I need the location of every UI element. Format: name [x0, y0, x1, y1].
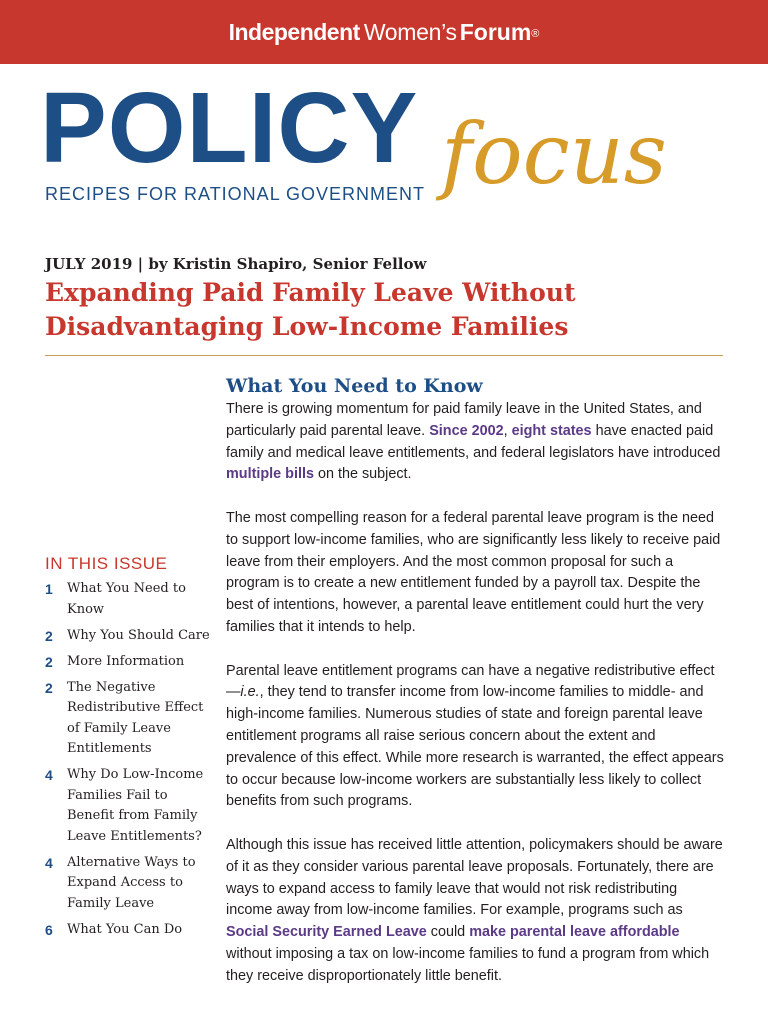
toc-item[interactable] — [45, 579, 210, 620]
text-run-italic: i.e. — [240, 684, 260, 701]
article-dateline: JULY 2019 | by Kristin Shapiro, Senior Fellow — [45, 255, 427, 273]
brand-forum: Forum — [459, 19, 532, 45]
brand-independent: Independent — [228, 19, 360, 45]
brand-logo[interactable] — [0, 18, 768, 46]
text-run: , they tend to transfer income from low-income families to middle- and high-income families. Numerous studies of state and foreign parental leave entitlement programs all raise serious concern about the extent and prevalence of this effect. While more research is warranted, the effect appears to occur because low-income workers are substantially less likely to collect benefits from such programs. — [226, 684, 724, 810]
link-make-parental-leave-affordable[interactable]: make parental leave affordable — [469, 924, 680, 941]
link-since-2002[interactable]: Since 2002 — [429, 422, 504, 439]
toc-label: What You Need to Know — [67, 581, 186, 617]
paragraph-1 — [226, 399, 724, 486]
toc-page-number: 2 — [45, 679, 53, 696]
toc-item[interactable] — [45, 853, 210, 915]
link-eight-states[interactable]: eight states — [511, 422, 592, 439]
toc-label: Why Do Low-Income Families Fail to Benefit from Family Leave Entitlements? — [67, 767, 204, 844]
article-body — [226, 399, 724, 1009]
text-run: Although this issue has received little attention, policymakers should be aware of it as they consider various parental leave proposals. Fortunately, there are ways to expand access to family leave that would not risk redistributing income away from low-income families. For example, programs such as — [226, 836, 723, 919]
section-heading: What You Need to Know — [226, 375, 483, 397]
text-run: There is growing momentum for paid family leave in the United States, and particularly paid parental leave. — [226, 401, 702, 439]
masthead-policy: POLICY — [40, 72, 419, 184]
toc-label: The Negative Redistributive Effect of Family Leave Entitlements — [67, 679, 204, 756]
text-run: without imposing a tax on low-income families to fund a program from which they receive disproportionately little benefit. — [226, 945, 710, 984]
toc-item[interactable] — [45, 920, 210, 941]
link-multiple-bills[interactable]: multiple bills — [226, 466, 314, 483]
text-run: have enacted paid family and medical leave entitlements, and federal legislators have introduced — [226, 422, 721, 461]
toc-page-number: 4 — [45, 854, 53, 871]
text-run: on the subject. — [313, 466, 412, 483]
toc-page-number: 6 — [45, 921, 53, 938]
table-of-contents — [45, 553, 210, 946]
toc-list — [45, 579, 210, 940]
registered-mark: ® — [531, 28, 540, 40]
article-title: Expanding Paid Family Leave Without Disadvantaging Low-Income Families — [45, 278, 576, 341]
link-social-security-earned-leave[interactable]: Social Security Earned Leave — [226, 924, 427, 941]
toc-page-number: 4 — [45, 767, 53, 783]
text-run: could — [426, 924, 470, 941]
toc-item[interactable] — [45, 765, 210, 847]
toc-page-number: 1 — [45, 581, 53, 597]
toc-label: What You Can Do — [67, 921, 183, 937]
header-banner — [0, 0, 768, 64]
toc-label: Alternative Ways to Expand Access to Family Leave — [67, 854, 196, 911]
toc-label: Why You Should Care — [67, 627, 210, 643]
text-run: Parental leave entitlement programs can have a negative redistributive effect— — [226, 662, 715, 701]
paragraph-3 — [226, 661, 724, 814]
toc-page-number: 2 — [45, 653, 53, 670]
toc-item[interactable] — [45, 626, 210, 647]
masthead-focus: focus — [441, 105, 667, 203]
brand-womens: Women’s — [363, 19, 457, 45]
toc-item[interactable] — [45, 652, 210, 673]
paragraph-2: The most compelling reason for a federal parental leave program is the need to support low-income families, who are significantly less likely to receive paid leave from their employers. And the most common proposal for such a program is to create a new entitlement funded by a payroll tax. Despite the best of intentions, however, a parental leave entitlement could hurt the very families that it intends to help. — [226, 509, 721, 635]
masthead-tagline: RECIPES FOR RATIONAL GOVERNMENT — [45, 184, 426, 204]
text-run: , — [503, 422, 512, 439]
toc-page-number: 2 — [45, 627, 53, 644]
title-divider — [45, 355, 723, 356]
toc-item[interactable] — [45, 678, 210, 760]
toc-label: More Information — [67, 653, 185, 669]
paragraph-4 — [226, 835, 724, 988]
toc-heading: IN THIS ISSUE — [45, 554, 168, 573]
